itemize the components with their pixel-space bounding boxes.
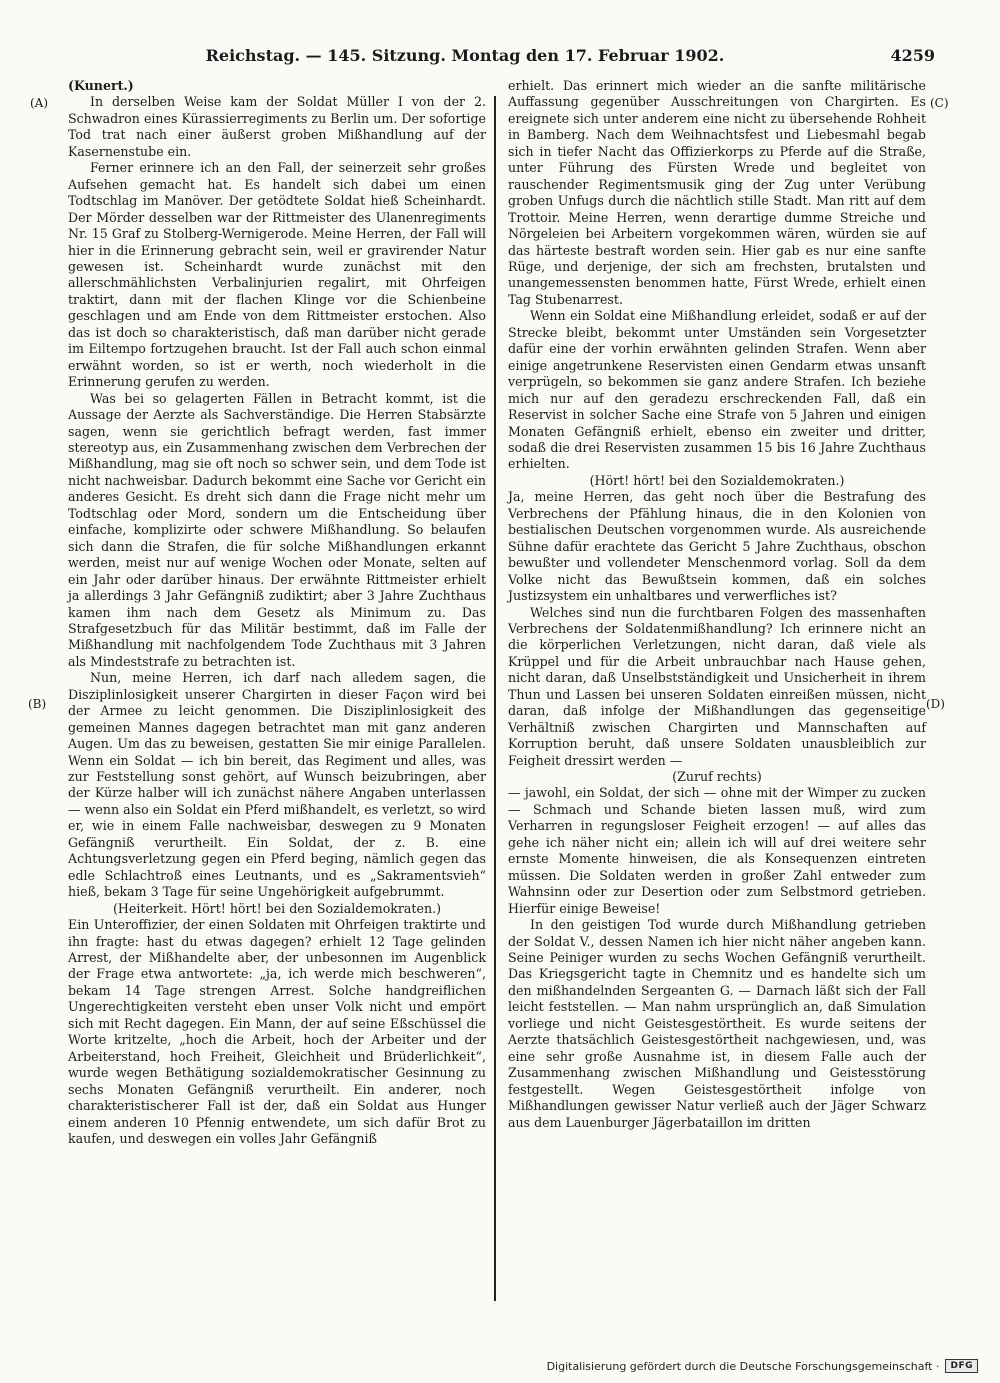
interjection: (Hört! hört! bei den Sozialdemokraten.) <box>589 472 845 488</box>
column-divider <box>494 96 496 1301</box>
paragraph: Ein Unteroffizier, der einen Soldaten mit Ohrfeigen traktirte und ihn fragte: hast du etwas dagegen? erhielt 12 Tage gelinden Arrest, der Mißhandelte aber, der unbesonnen im Augenblick der Frage etwa antwortete: „ja, ich werde mich beschweren“, bekam 14 Tage strengen Arrest. Solche handgreiflichen Ungerechtigkeiten versteht eben unser Volk nicht und empört sich mit Recht dagegen. Ein Mann, der auf seine Eßschüssel die Worte kritzelte, „hoch die Arbeit, hoch der Arbeiter und der Arbeiterstand, hoch Freiheit, Gleichheit und Brüderlichkeit“, wurde wegen Bethätigung sozialdemokratischer Gesinnung zu sechs Monaten Gefängniß verurtheilt. Ein anderer, noch charakteristischerer Fall ist der, daß ein Soldat aus Hunger einem anderen 10 Pfennig entwendete, um sich dafür Brot zu kaufen, und deswegen ein volles Jahr Gefängniß <box>68 917 486 1146</box>
paragraph: Was bei so gelagerten Fällen in Betracht kommt, ist die Aussage der Aerzte als Sachverständige. Die Herren Stabsärzte sagen, wenn sie gerichtlich befragt werden, fast immer stereotyp aus, ein Zusammenhang zwischen dem Verbrechen der Mißhandlung, mag sie oft noch so schwer sein, und dem Tode ist nicht nachweisbar. Dadurch bekommt eine Sache vor Gericht ein anderes Gesicht. Es dreht sich dann die Frage nicht mehr um Todtschlag oder Mord, sondern um die Entscheidung über einfache, komplizirte oder schwere Mißhandlung. So belaufen sich dann die Strafen, die für solche Mißhandlungen erkannt werden, meist nur auf wenige Wochen oder Monate, selten auf ein Jahr oder darüber hinaus. Der erwähnte Rittmeister erhielt ja allerdings 3 Jahr Gefängniß zudiktirt; aber 3 Jahre Zuchthaus kamen ihm nach dem Gesetz als Minimum zu. Das Strafgesetzbuch für das Militär bestimmt, daß im Falle der Mißhandlung mit nachfolgendem Tode Zuchthaus mit 3 Jahren als Mindeststrafe zu betrachten ist. <box>68 390 486 669</box>
dfg-logo: DFG <box>945 1359 978 1373</box>
paragraph: Ferner erinnere ich an den Fall, der seinerzeit sehr großes Aufsehen gemacht hat. Es handelt sich dabei um einen Todtschlag im Manöver. Der getödtete Soldat hieß Scheinhardt. Der Mörder desselben war der Rittmeister des Ulanenregiments Nr. 15 Graf zu Stolberg-Wernigerode. Meine Herren, der Fall will hier in die Erinnerung gebracht sein, weil er gravirender Natur gewesen ist. Scheinhardt wurde zunächst mit den allerschmählichsten Verbalinjurien regalirt, mit Ohrfeigen traktirt, dann mit der flachen Klinge vor die Schienbeine geschlagen und am Ende von dem Rittmeister erstochen. Also das ist doch so charakteristisch, daß man darüber nicht gerade im Eiltempo fortzugehen braucht. Ist der Fall auch schon einmal erwähnt worden, so ist er werth, noch wiederholt in die Erinnerung gerufen zu werden. <box>68 160 486 390</box>
running-title: Reichstag. — 145. Sitzung. Montag den 17. Februar 1902. <box>205 46 725 65</box>
paragraph: erhielt. Das erinnert mich wieder an die sanfte militärische Auffassung gegenüber Ausschreitungen von Chargirten. Es ereignete sich unter anderem eine nicht zu übersehende Rohheit in Bamberg. Nach dem Weihnachtsfest und Liebesmahl begab sich in tiefer Nacht das Offizierkorps zu Pferde auf die Straße, unter Führung des Fürsten Wrede und begleitet von rauschender Regimentsmusik ging der Zug unter Verübung groben Unfugs durch die nächtlich stille Stadt. Man ritt auf dem Trottoir. Meine Herren, wenn derartige dumme Streiche und Nörgeleien bei Arbeitern vorgekommen wären, würden sie auf das härteste bestraft worden sein. Hier gab es nur eine sanfte Rüge, und derjenige, der sich am frechsten, brutalsten und unangemessensten benommen hatte, Fürst Wrede, erhielt einen Tag Stubenarrest. <box>508 78 926 307</box>
credit-text: Digitalisierung gefördert durch die Deutsche Forschungsgemeinschaft · <box>546 1359 940 1373</box>
page-header <box>55 44 935 70</box>
paragraph: Wenn ein Soldat eine Mißhandlung erleidet, sodaß er auf der Strecke bleibt, bekommt unter Umständen sein Vorgesetzter dafür eine der vorhin erwähnten gelinden Strafen. Wenn aber einige angetrunkene Reservisten einen Gendarm etwas unsanft verprügeln, so bekommen sie ganz andere Strafen. Ich beziehe mich nur auf den geradezu erschreckenden Fall, daß ein Reservist in solcher Sache eine Strafe von 5 Jahren und einigen Monaten Gefängniß erhielt, ebenso ein zweiter und dritter, sodaß die drei Reservisten zusammen 15 bis 16 Jahre Zuchthaus erhielten. <box>508 308 926 472</box>
margin-marker-c: (C) <box>930 96 949 110</box>
interjection: (Zuruf rechts) <box>672 769 762 785</box>
page-number: 4259 <box>890 46 935 65</box>
margin-marker-d: (D) <box>926 697 945 711</box>
paragraph: Nun, meine Herren, ich darf nach alledem sagen, die Disziplinlosigkeit unserer Chargirten in dieser Façon wird bei der Armee zu leicht genommen. Die Disziplinlosigkeit des gemeinen Mannes dagegen betrachtet man mit ganz anderen Augen. Um das zu beweisen, gestatten Sie mir einige Parallelen. Wenn ein Soldat — ich bin bereit, das Regiment und alles, was zur Feststellung sonst gehört, auf Wunsch beizubringen, aber der Kürze halber will ich zunächst nähere Angaben unterlassen — wenn also ein Soldat ein Pferd mißhandelt, es verletzt, so wird er, wie in einem Falle nachweisbar, deswegen zu 9 Monaten Gefängniß verurtheilt. Ein Soldat, der z. B. eine Achtungsverletzung gegen ein Pferd beging, nämlich gegen das edle Schlachtroß eines Leutnants, und es „Sakramentsvieh“ hieß, bekam 3 Tage für seine Ungehörigkeit aufgebrummt. <box>68 670 486 900</box>
right-column <box>508 78 926 1131</box>
margin-marker-a: (A) <box>30 96 49 110</box>
paragraph: Welches sind nun die furchtbaren Folgen des massenhaften Verbrechens der Soldatenmißhandlung? Ich erinnere nicht an die körperlichen Verletzungen, nicht daran, daß viele als Krüppel und für die Arbeit unbrauchbar nach Hause gehen, nicht daran, daß Unselbstständigkeit und Unsicherheit in ihrem Thun und Lassen bei unseren Soldaten einreißen müssen, nicht daran, daß infolge der Mißhandlungen das gegenseitige Verhältniß zwischen Chargirten und Mannschaften auf Korruption beruht, daß unsere Soldaten unausbleiblich zur Feigheit dressirt werden — <box>508 604 926 768</box>
paragraph: Ja, meine Herren, das geht noch über die Bestrafung des Verbrechens der Pfählung hinaus, die in den Kolonien von bestialischen Deutschen vorgenommen wurde. Als ausreichende Sühne dafür erachtete das Gericht 5 Jahre Zuchthaus, obschon bewußter und vollendeter Menschenmord vorlag. Soll da dem Volke nicht das Bewußtsein kommen, daß ein solches Justizsystem ein unhaltbares und verwerfliches ist? <box>508 489 926 604</box>
speaker-label: (Kunert.) <box>68 78 134 93</box>
paragraph: In den geistigen Tod wurde durch Mißhandlung getrieben der Soldat V., dessen Namen ich hier nicht näher angeben kann. Seine Peiniger wurden zu sechs Wochen Gefängniß verurtheilt. Das Kriegsgericht tagte in Chemnitz und es handelte sich um den mißhandelnden Sergeanten G. — Darnach läßt sich der Fall leicht feststellen. — Man nahm ursprünglich an, daß Simulation vorliege und nicht Geistesgestörtheit. Es wurde seitens der Aerzte thatsächlich Geistesgestörtheit nachgewiesen, und, was eine sehr große Ausnahme ist, in diesem Falle auch der Zusammenhang zwischen Mißhandlung und Geistesstörung festgestellt. Wegen Geistesgestörtheit infolge von Mißhandlungen gewisser Natur verließ auch der Jäger Schwarz aus dem Lauenburger Jägerbataillon im dritten <box>508 917 926 1130</box>
left-column <box>68 78 486 1147</box>
interjection: (Heiterkeit. Hört! hört! bei den Sozialdemokraten.) <box>113 900 441 916</box>
paragraph: In derselben Weise kam der Soldat Müller I von der 2. Schwadron eines Kürassierregiments zu Berlin um. Der sofortige Tod trat nach einer äußerst groben Mißhandlung auf der Kasernenstube ein. <box>68 94 486 159</box>
paragraph: — jawohl, ein Soldat, der sich — ohne mit der Wimper zu zucken — Schmach und Schande bieten lassen muß, wird zum Verharren in regungsloser Feigheit erzogen! — auf alles das gehe ich näher nicht ein; allein ich will auf drei weitere sehr ernste Momente hinweisen, die als Konsequenzen eintreten müssen. Die Soldaten werden in großer Zahl entweder zum Wahnsinn oder zur Desertion oder zum Selbstmord getrieben. Hierfür einige Beweise! <box>508 785 926 916</box>
margin-marker-b: (B) <box>28 697 47 711</box>
digitization-credit <box>547 1359 978 1373</box>
